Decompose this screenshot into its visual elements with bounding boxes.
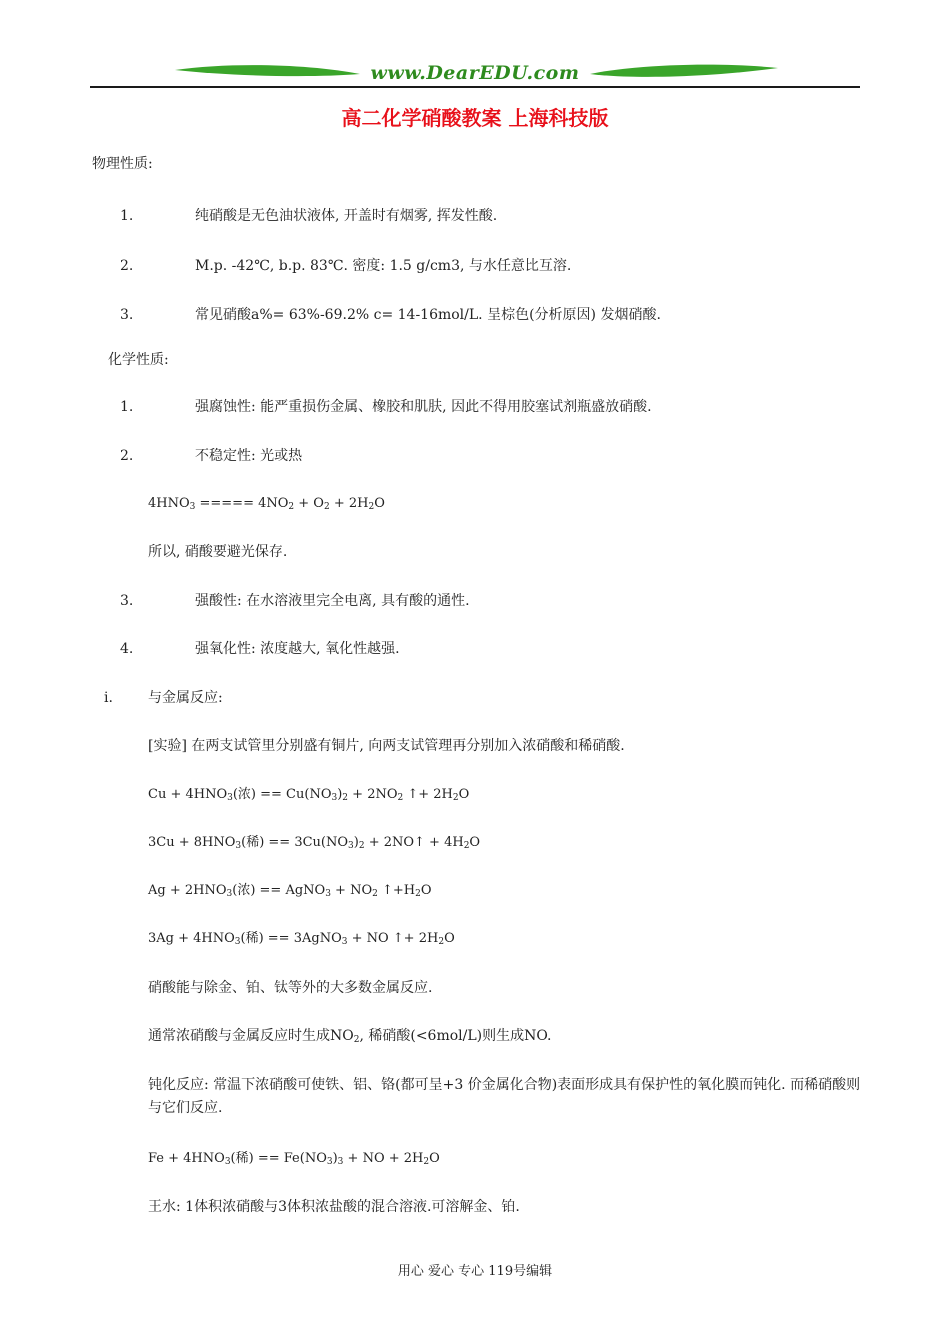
- chemical-num-1: 1.: [120, 399, 134, 415]
- metal-heading: 与金属反应:: [148, 690, 223, 706]
- storage-note: 所以, 硝酸要避光保存.: [148, 544, 288, 560]
- experiment-text: [实验] 在两支试管里分别盛有铜片, 向两支试管理再分别加入浓硝酸和稀硝酸.: [148, 738, 625, 754]
- equation-2: $3Cu + 8HNO_3$(稀) == $3Cu(NO_3)_2$ + 2NO↑ + $4H_2O$: [148, 835, 481, 851]
- chemical-num-3: 3.: [120, 593, 134, 609]
- chemical-item-2: 不稳定性: 光或热: [195, 448, 303, 464]
- chemical-item-3: 强酸性: 在水溶液里完全电离, 具有酸的通性.: [195, 593, 470, 609]
- equation-3: $Ag + 2HNO_3$(浓) == AgNO$_3$ + $NO_2$ $↑+H_2O$: [148, 883, 432, 899]
- site-logo: www.DearEDU.com: [370, 62, 580, 84]
- metal-note-1: 硝酸能与除金、铂、钛等外的大多数金属反应.: [148, 980, 433, 996]
- chemical-item-4: 强氧化性: 浓度越大, 氧化性越强.: [195, 641, 400, 657]
- equation-5: $Fe + 4HNO_3$(稀) == $Fe(NO_3)_3$ + NO + $2H_2O$: [148, 1151, 440, 1167]
- metal-note-2: 通常浓硝酸与金属反应时生成$NO_2$, 稀硝酸(<6mol/L)则生成NO.: [148, 1028, 552, 1045]
- metal-roman: i.: [104, 690, 113, 706]
- equation-1: $Cu + 4HNO_3$(浓) == $Cu(NO_3)_2 + 2NO_2$ ↑+ $2H_2O$: [148, 787, 470, 803]
- physical-item-1: 纯硝酸是无色油状液体, 开盖时有烟雾, 挥发性酸.: [195, 208, 498, 224]
- equation-4: $3Ag + 4HNO_3$(稀) == 3AgNO$_3$ + NO ↑+ $2H_2O$: [148, 931, 455, 947]
- chemical-num-2: 2.: [120, 448, 134, 464]
- header-banner: [90, 58, 860, 90]
- physical-num-2: 2.: [120, 258, 134, 274]
- physical-num-3: 3.: [120, 307, 134, 323]
- equation-decomposition: $4HNO_3$ ===== $4NO_2 + O_2 + 2H_2O$: [148, 496, 385, 512]
- physical-item-2: M.p. -42℃, b.p. 83℃. 密度: 1.5 g/cm3, 与水任意比互溶.: [195, 258, 572, 274]
- chemical-heading: 化学性质:: [108, 352, 169, 368]
- physical-item-3: 常见硝酸a%= 63%-69.2% c= 14-16mol/L. 呈棕色(分析原因) 发烟硝酸.: [195, 307, 661, 323]
- aqua-regia-text: 王水: 1体积浓硝酸与3体积浓盐酸的混合溶液.可溶解金、铂.: [148, 1199, 520, 1215]
- page-footer: 用心 爱心 专心 119号编辑: [397, 1264, 553, 1279]
- physical-heading: 物理性质:: [92, 156, 153, 172]
- chemical-item-1: 强腐蚀性: 能严重损伤金属、橡胶和肌肤, 因此不得用胶塞试剂瓶盛放硝酸.: [195, 399, 652, 415]
- passivation-text: 钝化反应: 常温下浓硝酸可使铁、铝、铬(都可呈+3 价金属化合物)表面形成具有保护性的氧化膜而钝化. 而稀硝酸则与它们反应.: [148, 1077, 861, 1116]
- physical-num-1: 1.: [120, 208, 134, 224]
- header-divider: [90, 86, 860, 88]
- chemical-num-4: 4.: [120, 641, 134, 657]
- page-title: 高二化学硝酸教案 上海科技版: [341, 106, 609, 130]
